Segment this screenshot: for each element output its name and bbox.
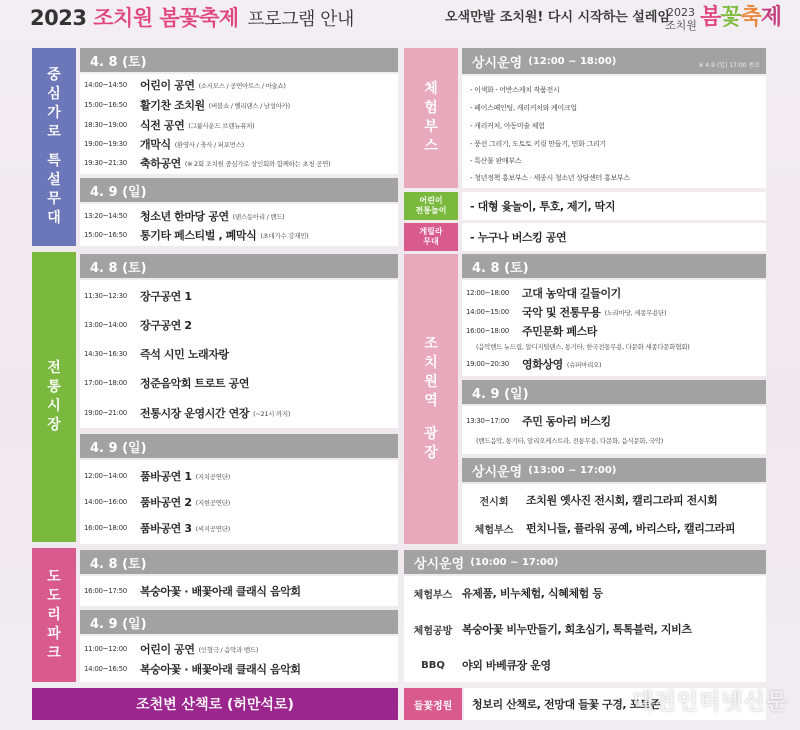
label-char: 도 <box>47 587 61 604</box>
market-day1-header: 4. 8 (토) <box>80 254 398 278</box>
row-time: 18:30~19:00 <box>84 121 127 129</box>
row-time: 16:00~18:00 <box>466 327 509 335</box>
row-detail: (지치공연단) <box>195 472 230 481</box>
booth-item-text: - 캐리커처, 아동미술 체험 <box>470 122 545 130</box>
booth-header-title: 상시운영 <box>472 55 523 71</box>
label-char: 파 <box>47 625 61 642</box>
row-detail: (댄스동아리 / 밴드) <box>232 212 285 221</box>
schedule-row <box>80 315 398 335</box>
guerrilla-text: - 누구나 버스킹 공연 <box>470 231 567 244</box>
label-char: 특 <box>47 153 61 169</box>
schedule-row <box>80 518 398 538</box>
garden-text: 청보리 산책로, 전망대 들꽃 구경, 포토존 <box>472 698 661 711</box>
kids-play-box <box>462 192 766 220</box>
guerrilla-row <box>462 227 766 247</box>
row-time: 14:30~16:30 <box>84 350 127 358</box>
always-row <box>462 516 766 540</box>
park-day1-header: 4. 8 (토) <box>80 550 398 574</box>
title-subtitle: 프로그램 안내 <box>247 9 354 30</box>
row-time: 19:00~20:30 <box>466 360 509 368</box>
row-name: 즉석 시민 노래자랑 <box>140 348 229 361</box>
row-time: 17:00~18:00 <box>84 379 127 387</box>
label-char: 부 <box>424 119 438 135</box>
label-char: 조 <box>424 336 438 352</box>
label-line: 어린이 <box>419 196 443 205</box>
row-time: 14:00~16:00 <box>84 498 127 506</box>
kids-play-label <box>404 192 458 220</box>
kids-play-text: - 대형 윷놀이, 투호, 제기, 딱지 <box>470 200 616 213</box>
always-hours: (13:00 ~ 17:00) <box>528 464 617 476</box>
row-time: 19:00~19:30 <box>84 140 127 148</box>
station-day1-box <box>462 280 766 376</box>
label-line: 전통놀이 <box>415 206 447 215</box>
schedule-row <box>462 355 766 373</box>
always-row <box>404 654 766 676</box>
row-detail: (인형극 / 음악과 밴드) <box>198 645 259 654</box>
schedule-row <box>80 403 398 423</box>
park-day2-header: 4. 9 (일) <box>80 610 398 634</box>
booth-item-text: - 이색화 · 어반스케치 작품전시 <box>470 86 560 94</box>
booth-item-text: - 풍선 그리기, 도토토 키링 만들기, 민화 그리기 <box>470 140 606 148</box>
logo-place: 조치원 <box>665 19 697 32</box>
always-text: 조치원 옛사진 전시회, 캘리그라피 전시회 <box>526 494 718 507</box>
row-name: 장구공연 1 <box>140 290 192 303</box>
row-name: 품바공연 1 <box>140 470 192 483</box>
logo-year: 2023 <box>667 6 695 19</box>
row-time: 13:00~14:00 <box>84 321 127 329</box>
station-always-header <box>462 458 766 482</box>
label-char: 치 <box>424 355 438 371</box>
always-row <box>404 618 766 640</box>
market-day2-box <box>80 460 398 544</box>
schedule-row <box>80 135 398 153</box>
always-label: 전시회 <box>479 496 509 508</box>
row-detail: (씨지공연단) <box>195 524 230 533</box>
label-char: 설 <box>47 172 61 188</box>
schedule-row <box>462 322 766 340</box>
schedule-row <box>80 286 398 306</box>
logo-char: 꽃 <box>720 5 741 30</box>
row-time: 11:00~12:00 <box>84 645 127 653</box>
label-char: 중 <box>47 67 61 83</box>
row-detail: (소시모스 / 공연아트스 / 마술쇼) <box>198 81 286 90</box>
schedule-row <box>80 373 398 393</box>
stage-day1-box <box>80 74 398 174</box>
row-name: 개막식 <box>140 138 171 151</box>
title-year: 2023 <box>30 6 87 30</box>
logo-char: 봄 <box>700 5 721 30</box>
row-time: 11:30~12:30 <box>84 292 127 300</box>
always-label: 체험부스 <box>474 524 514 536</box>
walkway-bar: 조천변 산책로 (허만석로) <box>32 688 398 720</box>
garden-label: 들꽃정원 <box>404 688 462 720</box>
schedule-row <box>80 226 398 244</box>
station-day2-header: 4. 9 (일) <box>462 380 766 404</box>
market-day1-box <box>80 280 398 428</box>
note-text: (밴드음악, 통기타, 알리오케스트라, 전통무용, 다문화, 음식문화, 국악) <box>476 436 664 445</box>
label-char: 가 <box>47 105 61 121</box>
row-name: 활기찬 조치원 <box>140 99 205 112</box>
row-name: 청소년 한마당 공연 <box>140 210 229 223</box>
always-row <box>404 582 766 604</box>
always-title: 상시운영 <box>414 556 465 572</box>
park-day2-box <box>80 636 398 682</box>
label-char: 원 <box>424 374 438 390</box>
row-time: 14:00~14:50 <box>84 81 127 89</box>
logo-char: 제 <box>760 5 782 30</box>
row-name: 장구공연 2 <box>140 319 192 332</box>
row-name: 주민문화 페스타 <box>522 325 598 338</box>
station-note <box>462 340 766 352</box>
note-text: (음악밴드 뉴드림, 알디지털댄스, 통기타, 한국전통무용, 다문화 세종다문화협회) <box>476 342 690 351</box>
logo-text <box>665 6 697 32</box>
booth-hours-note: ※ 4.9 (일) 17:00 종료 <box>698 62 760 69</box>
row-detail: (노리마당, 세종무용단) <box>604 308 667 317</box>
station-note <box>462 434 766 446</box>
station-label <box>404 254 458 544</box>
schedule-row <box>80 492 398 512</box>
row-time: 16:00~17:50 <box>84 587 127 595</box>
row-detail: (그룹사운드 브랜뉴퓨처) <box>188 121 255 130</box>
row-name: 어린이 공연 <box>140 643 195 656</box>
always-text: 펀치니들, 플라워 공예, 바리스타, 캘리그라피 <box>526 522 736 535</box>
row-time: 12:00~18:00 <box>466 289 509 297</box>
booth-item-text: - 특산물 판매부스 <box>470 157 522 165</box>
schedule-row <box>80 581 398 601</box>
stage-day1-header: 4. 8 (토) <box>80 48 398 72</box>
row-detail: (~21시 까지) <box>253 409 291 418</box>
label-char: 전 <box>47 360 61 376</box>
label-char: 체 <box>424 81 438 97</box>
row-detail: (※ 2회 조치원 중심가로 상인회와 함께하는 초청 공연) <box>184 159 331 168</box>
row-name: 복숭아꽃 · 배꽃아래 클래식 음악회 <box>140 585 301 598</box>
label-char: 대 <box>47 210 61 226</box>
market-label <box>32 252 76 542</box>
label-char: 통 <box>47 379 61 395</box>
booth-item <box>462 118 766 134</box>
label-char: 크 <box>47 644 61 661</box>
stage-day2-header: 4. 9 (일) <box>80 178 398 202</box>
guerrilla-label <box>404 223 458 251</box>
row-detail: (지현공연단) <box>195 498 230 507</box>
row-detail: (환영사 / 축사 / 퍼포먼스) <box>174 140 244 149</box>
row-name: 복숭아꽃 · 배꽃아래 클래식 음악회 <box>140 663 301 676</box>
row-name: 통기타 페스티벌 , 폐막식 <box>140 229 257 242</box>
bottom-always-header <box>404 550 766 574</box>
kids-play-row <box>462 196 766 216</box>
always-label: 체험부스 <box>413 589 453 601</box>
schedule-row <box>80 116 398 134</box>
schedule-row <box>80 76 398 94</box>
label-char: 장 <box>424 445 438 461</box>
booth-item <box>462 153 766 169</box>
row-time: 15:00~16:50 <box>84 231 127 239</box>
label-char: 역 <box>424 393 438 409</box>
row-time: 16:00~18:00 <box>84 524 127 532</box>
always-text: 복숭아꽃 비누만들기, 회초심기, 톡톡블럭, 지비츠 <box>462 623 692 636</box>
row-name: 어린이 공연 <box>140 79 195 92</box>
label-char: 장 <box>47 417 61 433</box>
schedule-row <box>462 303 766 321</box>
schedule-row <box>80 96 398 114</box>
row-name: 식전 공연 <box>140 119 185 132</box>
label-char: 험 <box>424 100 438 116</box>
row-name: 국악 및 전통무용 <box>522 306 601 319</box>
booth-item <box>462 136 766 152</box>
row-name: 전통시장 운영시간 연장 <box>140 407 250 420</box>
label-char: 도 <box>47 568 61 585</box>
always-row <box>462 488 766 512</box>
slogan: 오색만발 조치원! 다시 시작하는 설레임 <box>445 10 670 25</box>
booth-item <box>462 82 766 98</box>
always-title: 상시운영 <box>472 464 523 480</box>
bottom-always-box <box>404 576 766 682</box>
row-time: 14:00~15:00 <box>466 308 509 316</box>
station-always-box <box>462 484 766 544</box>
row-time: 13:20~14:50 <box>84 212 127 220</box>
stage-label <box>32 48 76 246</box>
title-festival: 조치원 봄꽃축제 <box>93 6 239 30</box>
row-time: 12:00~14:00 <box>84 472 127 480</box>
schedule-row <box>80 154 398 172</box>
logo-char: 축 <box>740 5 761 30</box>
station-day1-header: 4. 8 (토) <box>462 254 766 278</box>
schedule-row <box>80 466 398 486</box>
always-hours: (10:00 ~ 17:00) <box>470 556 559 568</box>
always-text: 유제품, 비누체험, 식혜체험 등 <box>462 587 603 600</box>
row-time: 14:00~16:50 <box>84 665 127 673</box>
label-char: 광 <box>424 426 438 442</box>
row-detail: (초대가수 강재민) <box>260 231 309 240</box>
row-time: 19:30~21:30 <box>84 159 127 167</box>
schedule-row <box>80 659 398 679</box>
schedule-row <box>80 207 398 225</box>
booth-item <box>462 100 766 116</box>
booth-item-text: - 페이스페인팅, 캐리커처와 케이크업 <box>470 104 577 112</box>
row-name: 축하공연 <box>140 157 181 170</box>
schedule-row <box>462 412 766 430</box>
row-detail: (버블쇼 / 벨리댄스 / 남성아카) <box>208 101 290 110</box>
schedule-row <box>80 639 398 659</box>
row-time: 19:00~21:00 <box>84 409 127 417</box>
row-time: 15:00~16:50 <box>84 101 127 109</box>
park-label <box>32 548 76 682</box>
always-label: BBQ <box>421 659 445 671</box>
row-name: 정준음악회 트로트 공연 <box>140 377 250 390</box>
label-char: 리 <box>47 606 61 623</box>
booth-label <box>404 48 458 188</box>
schedule-row <box>80 344 398 364</box>
row-name: 고대 농악대 길들이기 <box>522 287 621 300</box>
festival-logo <box>700 0 781 31</box>
label-line: 무대 <box>423 237 439 246</box>
always-label: 체험공방 <box>413 625 453 637</box>
page-title <box>30 2 354 32</box>
booth-item <box>462 170 766 186</box>
station-day2-box <box>462 406 766 454</box>
row-time: 13:30~17:00 <box>466 417 509 425</box>
row-name: 영화상영 <box>522 358 563 371</box>
market-day2-header: 4. 9 (일) <box>80 434 398 458</box>
booth-hours: (12:00 ~ 18:00) <box>528 55 617 67</box>
row-name: 품바공연 2 <box>140 496 192 509</box>
label-char: 스 <box>424 138 438 154</box>
guerrilla-box <box>462 223 766 251</box>
label-char: 무 <box>47 191 61 207</box>
label-line: 게릴라 <box>419 227 443 236</box>
booth-item-text: - 청년정책 홍보부스 · 세종시 청소년 상담센터 홍보부스 <box>470 174 630 182</box>
row-name: 주민 동아리 버스킹 <box>522 415 611 428</box>
stage-day2-box <box>80 204 398 246</box>
label-char: 로 <box>47 124 61 140</box>
label-char: 시 <box>47 398 61 414</box>
watermark: 대전인터넷신문 <box>632 690 788 715</box>
schedule-row <box>462 284 766 302</box>
row-detail: (슈퍼마리오) <box>566 360 602 369</box>
label-char: 심 <box>47 86 61 102</box>
row-name: 품바공연 3 <box>140 522 192 535</box>
always-text: 야외 바베큐장 운영 <box>462 659 551 672</box>
park-day1-box <box>80 576 398 606</box>
